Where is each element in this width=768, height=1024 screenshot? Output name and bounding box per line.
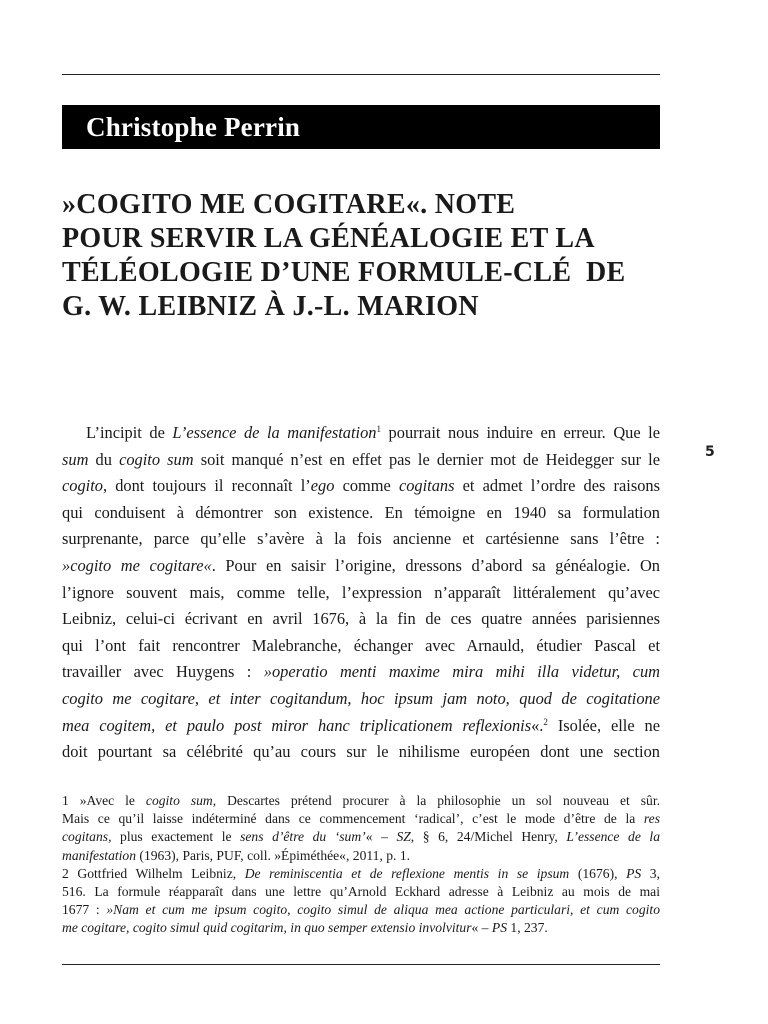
body-line: L’incipit de L’essence de la manifestation$^1$ pourrait nous induire en erreur. Que le bbox=[86, 423, 660, 442]
article-title bbox=[62, 188, 660, 324]
body-line: l’ignore souvent mais, comme telle, l’expression n’apparaît littéralement qu’avec bbox=[62, 582, 660, 602]
footnote-line: manifestation (1963), Paris, PUF, coll. »Épiméthée«, 2011, p. 1. bbox=[62, 847, 411, 863]
body-line: sum du cogito sum soit manqué n’est en effet pas le dernier mot de Heidegger sur le bbox=[62, 449, 660, 469]
body-line: cogito, dont toujours il reconnaît l’ego comme cogitans et admet l’ordre des raisons bbox=[62, 476, 660, 496]
body-line: qui l’ont fait rencontrer Malebranche, échanger avec Arnauld, étudier Pascal et bbox=[62, 635, 660, 655]
body-line: Leibniz, celui-ci écrivant en avril 1676, à la fin de ces quatre années parisiennes bbox=[62, 609, 660, 629]
bottom-rule bbox=[62, 964, 660, 965]
title-line: G. W. LEIBNIZ À J.-L. MARION bbox=[62, 291, 479, 322]
footnote-line: 1677 : »Nam et cum me ipsum cogito, cogito simul de aliqua mea actione particulari, et cum cogito bbox=[62, 902, 660, 918]
title-line: POUR SERVIR LA GÉNÉALOGIE ET LA bbox=[62, 223, 595, 254]
author-banner bbox=[62, 105, 660, 149]
body-line: mea cogitem, et paulo post miror hanc triplicationem reflexionis«.$^2$ Isolée, elle ne bbox=[62, 715, 660, 735]
footnote-ref[interactable]: 2 bbox=[543, 716, 548, 727]
footnotes bbox=[62, 792, 660, 938]
footnote-line: 1 »Avec le cogito sum, Descartes prétend procurer à la philosophie un sol nouveau et sûr. bbox=[62, 793, 660, 808]
body-line: surprenante, parce qu’elle s’avère à la fois ancienne et cartésienne sans l’être : bbox=[62, 529, 660, 549]
body-line: »cogito me cogitare«. Pour en saisir l’origine, dressons d’abord sa généalogie. On bbox=[62, 555, 660, 575]
body-line: travailler avec Huygens : »operatio menti maxime mira mihi illa videtur, cum bbox=[62, 662, 660, 682]
footnote-line: me cogitare, cogito simul quid cogitarim, in quo semper extensio involvitur« – PS 1, 237. bbox=[62, 920, 548, 936]
footnote-ref[interactable]: 1 bbox=[376, 424, 382, 434]
page-number: 5 bbox=[705, 444, 715, 460]
title-line: »COGITO ME COGITARE«. NOTE bbox=[62, 189, 516, 220]
body-line: qui conduisent à démontrer son existence. En témoigne en 1940 sa formulation bbox=[62, 502, 660, 522]
footnote-line: cogitans, plus exactement le sens d’être du ‘sum’« – SZ, § 6, 24/Michel Henry, L’essence de la bbox=[62, 829, 660, 845]
footnote-line: 2 Gottfried Wilhelm Leibniz, De reminiscentia et de reflexione mentis in se ipsum (1676), PS 3, bbox=[62, 865, 660, 881]
footnote-line: Mais ce qu’il laisse indéterminé dans ce commencement ‘radical’, c’est le mode d’être de la res bbox=[62, 811, 660, 827]
title-line: TÉLÉOLOGIE D’UNE FORMULE-CLÉ DE bbox=[62, 257, 626, 288]
top-rule bbox=[62, 74, 660, 75]
body-line: doit pourtant sa célébrité qu’au cours sur le nihilisme européen dont une section bbox=[62, 742, 660, 762]
author-name: Christophe Perrin bbox=[86, 111, 301, 142]
body-text bbox=[62, 420, 660, 766]
footnote-line: 516. La formule réapparaît dans une lettre qu’Arnold Eckhard adresse à Leibniz au mois de mai bbox=[62, 883, 660, 899]
body-line: cogito me cogitare, et inter cogitandum, hoc ipsum jam noto, quod de cogitatione bbox=[62, 688, 660, 708]
